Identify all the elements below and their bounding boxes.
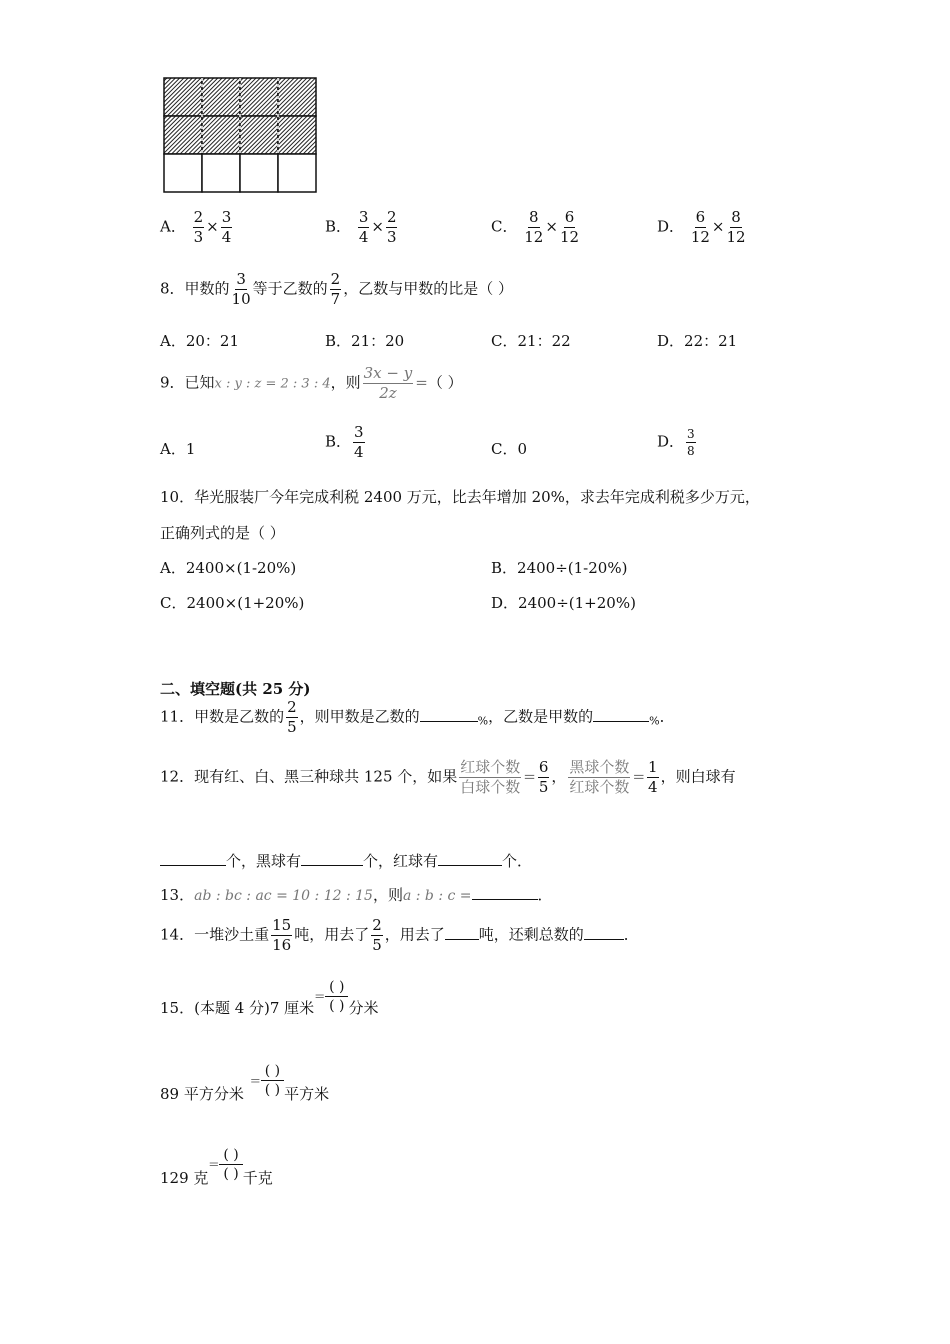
fraction-blank[interactable]: ( ) ( ) [261,1064,284,1097]
question-8: 8．甲数的 $\frac{3}{10}$ 等于乙数的 $\frac{2}{7}$ ，乙数与甲数的比是（ ） [160,270,513,308]
fraction-blank[interactable]: ( ) ( ) [219,1148,242,1181]
fraction: $\frac{3}{4}$ [221,208,232,246]
fraction: $\frac{3}{4}$ [358,208,369,246]
grid-cell-blank [240,154,278,192]
grid-cell-shaded [202,78,240,116]
grid-cell-blank [164,154,202,192]
q9-option-d[interactable]: D． $\frac{3}{8}$ [657,427,695,458]
shaded-grid-figure [163,77,319,194]
question-12-line1: 12．现有红、白、黑三种球共 125 个，如果 $\frac{\text{红球个数}}{\text{白球个数}}$ = $\frac{6}{5}$ ， $\frac{\text{黑球个数}}{\text{红球个数}}$ = $\frac{1}{4}$ ，则白球有 [160,758,736,796]
q9-option-c[interactable]: C．0 [491,440,528,458]
fraction: $\frac{6}{12}$ [559,208,580,246]
question-12-line2: 个，黑球有 个，红球有 个． [160,850,532,871]
answer-blank[interactable] [438,865,502,866]
fraction: $\frac{8}{12}$ [726,208,746,246]
q7-option-d[interactable]: D． $\frac{6}{12}$ × $\frac{8}{12}$ [657,208,746,246]
q10-option-c[interactable]: C．2400×(1+20%) [160,594,305,612]
grid-cell-shaded [278,116,316,154]
q7-option-b[interactable]: B． $\frac{3}{4}$ × $\frac{2}{3}$ [325,208,397,246]
question-13: 13．ab : bc : ac = 10 : 12 : 15，则a : b : c = ． [160,886,553,904]
q10-option-a[interactable]: A．2400×(1-20%) [160,559,297,577]
grid-cell-shaded [278,78,316,116]
question-15-line2: 89 平方分米= ( ) ( ) 平方米 [160,1063,330,1103]
question-9: 9．已知x : y : z = 2 : 3 : 4，则 $\frac{3x - y}{2z}$ =（ ） [160,364,463,402]
section-title: 二、填空题(共 25 分) [160,680,311,698]
q8-option-a[interactable]: A．20：21 [160,332,240,350]
fraction: $\frac{2}{3}$ [386,208,397,246]
question-15-line1: 15．(本题 4 分)7 厘米= ( ) ( ) 分米 [160,979,379,1017]
answer-blank[interactable] [472,899,538,900]
q7-option-c[interactable]: C． $\frac{8}{12}$ × $\frac{6}{12}$ [491,208,580,246]
grid-cell-blank [202,154,240,192]
grid-cell-shaded [202,116,240,154]
answer-blank[interactable] [160,865,226,866]
fraction-blank[interactable]: ( ) ( ) [325,980,348,1013]
q8-option-c[interactable]: C．21：22 [491,332,571,350]
question-10-line1: 10．华光服装厂今年完成利税 2400 万元，比去年增加 20%，求去年完成利税多少万元， [160,488,760,506]
answer-blank[interactable] [584,939,624,940]
answer-blank[interactable] [420,721,478,722]
q10-option-d[interactable]: D．2400÷(1+20%) [491,594,636,612]
answer-blank[interactable] [593,721,649,722]
q9-option-a[interactable]: A．1 [160,440,196,458]
answer-blank[interactable] [301,865,363,866]
question-11: 11．甲数是乙数的 $\frac{2}{5}$ ，则甲数是乙数的 $_{\%}$，乙数是甲数的 $_{\%}$． [160,698,675,736]
q9-option-b[interactable]: B． $\frac{3}{4}$ [325,423,364,461]
fraction: $\frac{2}{3}$ [193,208,204,246]
grid-cell-shaded [240,78,278,116]
answer-blank[interactable] [445,939,479,940]
fraction: $\frac{8}{12}$ [524,208,544,246]
fraction: $\frac{6}{12}$ [690,208,710,246]
grid-cell-shaded [240,116,278,154]
question-14: 14．一堆沙土重 $\frac{15}{16}$ 吨，用去了 $\frac{2}{5}$ ，用去了 吨，还剩总数的 ． [160,916,639,954]
q7-option-a[interactable]: A． $\frac{2}{3}$ × $\frac{3}{4}$ [160,208,232,246]
q8-option-b[interactable]: B．21：20 [325,332,405,350]
grid-cell-shaded [164,78,202,116]
q10-option-b[interactable]: B．2400÷(1-20%) [491,559,628,577]
question-10-line2: 正确列式的是（ ） [160,524,285,542]
question-15-line3: 129 克= ( ) ( ) 千克 [160,1147,273,1187]
q8-option-d[interactable]: D．22：21 [657,332,738,350]
grid-cell-shaded [164,116,202,154]
grid-cell-blank [278,154,316,192]
